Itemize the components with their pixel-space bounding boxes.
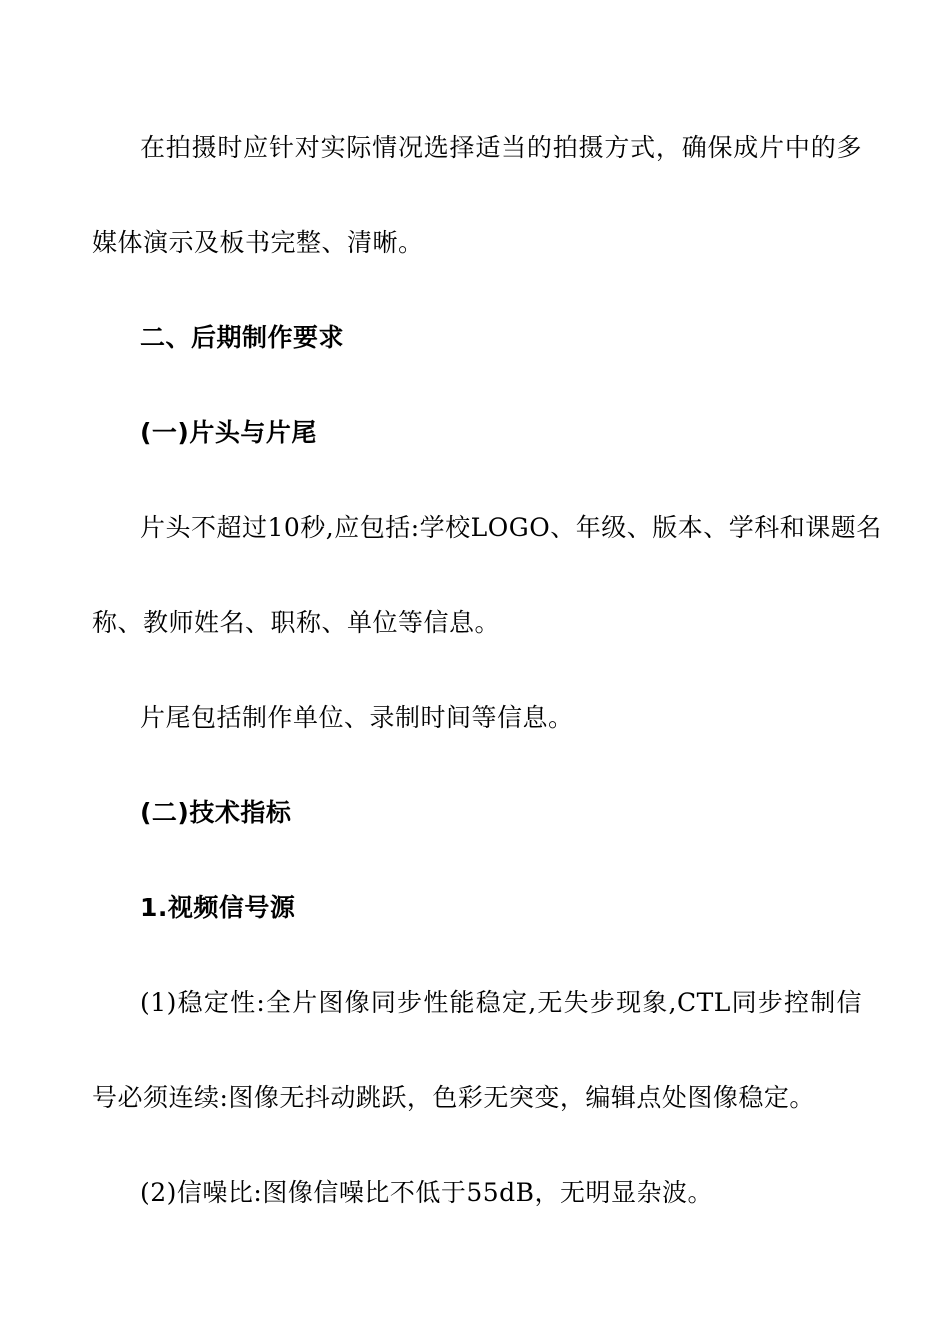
paragraph-1-line-1: 在拍摄时应针对实际情况选择适当的拍摄方式，确保成片中的多 [140,133,862,162]
subheading-technical-specs: (二)技术指标 [140,798,292,827]
subheading-video-signal-source: 1.视频信号源 [140,893,296,922]
paragraph-2-line-2: 称、教师姓名、职称、单位等信息。 [92,608,501,637]
paragraph-1-line-2: 媒体演示及板书完整、清晰。 [92,228,424,257]
paragraph-2-line-1: 片头不超过10秒,应包括:学校LOGO、年级、版本、学科和课题名 [140,513,882,542]
paragraph-4-line-1: (1)稳定性:全片图像同步性能稳定,无失步现象,CTL同步控制信 [140,988,862,1017]
paragraph-5: (2)信噪比:图像信噪比不低于55dB，无明显杂波。 [140,1178,714,1207]
paragraph-3: 片尾包括制作单位、录制时间等信息。 [140,703,574,732]
section-heading-post-production: 二、后期制作要求 [140,323,345,352]
subheading-opening-closing: (一)片头与片尾 [140,418,317,447]
paragraph-4-line-2: 号必须连续:图像无抖动跳跃，色彩无突变，编辑点处图像稳定。 [92,1083,815,1112]
